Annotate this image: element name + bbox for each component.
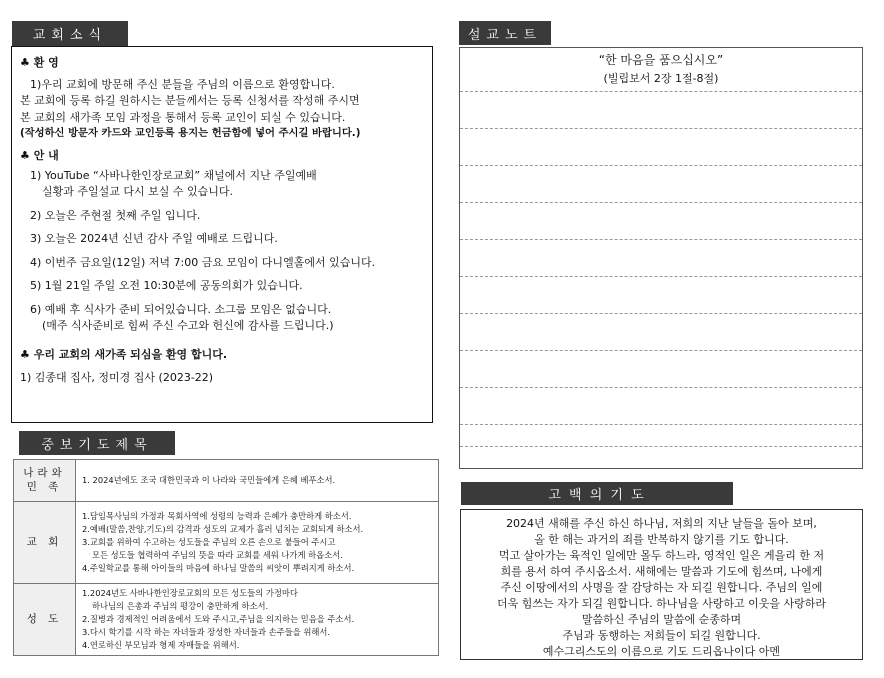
category-label: 나라와 [23,466,66,479]
category-label: 교 회 [26,535,63,548]
note-line [460,313,862,314]
note-line [460,387,862,388]
table-row [14,460,439,502]
sermon-reference: (빌립보서 2장 1절-8절) [603,72,719,85]
welcome-note: (작성하신 방문자 카드와 교인등록 용지는 헌금함에 넣어 주시길 바랍니다.) [20,127,361,139]
category-label: 성 도 [26,612,63,625]
new-family-heading: ♣ 우리 교회의 새가족 되심을 환영 합니다. [20,347,228,361]
content-cell [76,584,439,656]
confession-line: 2024년 새해를 주신 하신 하나님, 저희의 지난 날들을 돌아 보며, [506,517,817,530]
sermon-notes-box [459,47,863,469]
prayer-item: 3.교회를 위하여 수고하는 성도들을 주님의 오른 손으로 붙들어 주시고 [82,537,336,548]
notice-heading: ♣ 안 내 [20,149,59,163]
note-line [460,239,862,240]
notice-item: 4) 이번주 금요일(12일) 저녁 7:00 금요 모임이 다니엘홀에서 있습니다. [30,255,376,269]
confession-line: 먹고 살아가는 육적인 일에만 몰두 하느라, 영적인 일은 게을리 한 저 [498,548,825,562]
notice-item: 3) 오늘은 2024년 신년 감사 주일 예배로 드립니다. [30,232,278,246]
category-label: 민 족 [26,480,63,493]
confession-line: 올 한 해는 과거의 죄를 반복하지 않기를 기도 합니다. [534,532,789,546]
confession-prayer-box [460,509,863,660]
prayer-item: 1.담임목사님의 가정과 목회사역에 성령의 능력과 은혜가 충만하게 하소서. [82,511,352,522]
content-cell [76,460,439,502]
notice-item: 실황과 주일설교 다시 보실 수 있습니다. [42,185,233,199]
note-line [460,276,862,277]
note-line [460,165,862,166]
prayer-tab: 중보기도제목 [19,431,175,455]
confession-line: 희를 용서 하여 주시옵소서. 새해에는 말씀과 기도에 힘쓰며, 나에게 [500,564,823,578]
prayer-topics-table [13,459,439,656]
notice-item: 6) 예배 후 식사가 준비 되어있습니다. 소그룹 모임은 없습니다. [30,302,332,316]
sermon-title: “한 마음을 품으십시오” [598,53,724,67]
note-line [460,424,862,425]
prayer-item: 모든 성도들 협력하여 주님의 뜻을 따라 교회를 세워 나가게 하옵소서. [92,549,343,560]
prayer-item: 1.2024년도 사바나한인장로교회의 모든 성도들의 가정마다 [82,588,298,599]
content-cell [76,502,439,584]
category-cell [14,460,76,502]
prayer-item: 하나님의 은총과 주님의 평강이 충만하게 하소서. [92,601,269,612]
confession-line: 예수그리스도의 이름으로 기도 드리옵나이다 아멘 [542,644,781,658]
confession-line: 주신 이땅에서의 사명을 잘 감당하는 자 되길 원합니다. 주님의 일에 [500,580,823,594]
welcome-line: 본 교회에 등록 하길 원하시는 분들께서는 등록 신청서를 작성해 주시면 [20,94,360,107]
prayer-item: 3.다시 학기를 시작 하는 자녀들과 장성한 자녀들과 손주들을 위해서. [82,626,331,637]
prayer-item: 4.연로하신 부모님과 형제 자매들을 위해서. [82,639,240,650]
note-line [460,446,862,447]
welcome-heading: ♣ 환 영 [20,56,59,69]
category-cell [14,584,76,656]
confession-prayer-tab: 고 백 의 기 도 [461,482,733,505]
category-cell [14,502,76,584]
prayer-item: 2.질병과 경제적인 어려움에서 도와 주시고,주님을 의지하는 믿음을 주소서. [82,614,355,625]
new-family-line: 1) 김종대 집사, 정미경 집사 (2023-22) [20,371,214,385]
prayer-item: 2.예배(말씀,찬양,기도)의 감격과 성도의 교제가 흘러 넘치는 교회되게 하소서. [82,524,364,535]
confession-line: 말씀하신 주님의 말씀에 순종하며 [581,612,742,626]
prayer-item: 1. 2024년에도 조국 대한민국과 이 나라와 국민들에게 은혜 베푸소서. [82,475,336,486]
prayer-item: 4.주일학교를 통해 아이들의 마음에 하나님 말씀의 씨앗이 뿌려지게 하소서. [82,562,355,573]
welcome-line: 1)우리 교회에 방문해 주신 분들을 주님의 이름으로 환영합니다. [30,77,335,91]
notice-item: (매주 식사준비로 힘써 주신 수고와 헌신에 감사를 드립니다.) [42,319,334,333]
notice-item: 2) 오늘은 주현절 첫째 주일 입니다. [30,208,201,222]
note-line [460,128,862,129]
church-news-box [11,46,433,423]
welcome-line: 본 교회의 새가족 모임 과정을 통해서 등록 교인이 되실 수 있습니다. [20,110,346,124]
table-row [14,584,439,656]
news-tab: 교회소식 [12,21,128,46]
sermon-notes-tab: 설교노트 [459,21,551,45]
table-row [14,502,439,584]
note-line [460,350,862,351]
confession-line: 더욱 힘쓰는 자가 되길 원합니다. 하나님을 사랑하고 이웃을 사랑하라 [497,596,826,610]
note-line [460,202,862,203]
notice-item: 5) 1월 21일 주일 오전 10:30분에 공동의회가 있습니다. [30,279,303,293]
note-line [460,91,862,92]
confession-line: 주님과 동행하는 저희들이 되길 원합니다. [562,628,761,642]
notice-item: 1) YouTube “사바나한인장로교회” 채널에서 지난 주일예배 [30,168,317,182]
